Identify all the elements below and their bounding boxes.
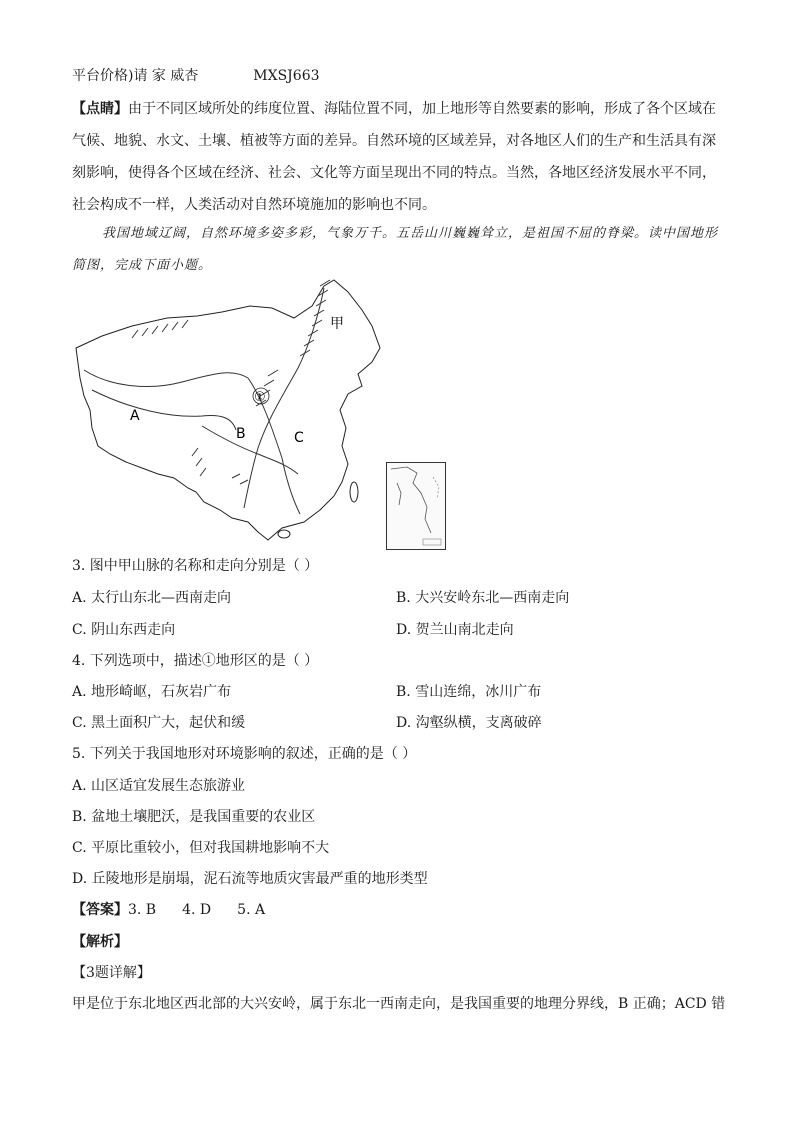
label-C: C (294, 430, 304, 446)
q5-stem: 5. 下列关于我国地形对环境影响的叙述，正确的是（ ） (72, 746, 417, 762)
q4-option-a[interactable]: A. 地形崎岖，石灰岩广布 (72, 684, 232, 700)
q5-option-b[interactable]: B. 盆地土壤肥沃，是我国重要的农业区 (72, 809, 316, 825)
dianjing-line-2: 气候、地貌、水文、土壤、植被等方面的差异。自然环境的区域差异，对各地区人们的生产和生活具有深 (72, 133, 716, 149)
q5-option-a[interactable]: A. 山区适宜发展生态旅游业 (72, 778, 246, 794)
dianjing-line-3: 刻影响，使得各个区域在经济、社会、文化等方面呈现出不同的特点。当然，各地区经济发展水平不同， (72, 165, 716, 181)
detail-text: 甲是位于东北地区西北部的大兴安岭，属于东北一西南走向，是我国重要的地理分界线，B 正确；ACD 错 (72, 996, 726, 1012)
label-B: B (236, 426, 246, 442)
detail-label: 【3题详解】 (72, 965, 151, 981)
hainan-island (278, 530, 290, 538)
plateau-boundary (92, 390, 236, 430)
label-circle1: ① (254, 390, 266, 405)
q3-option-c[interactable]: C. 阴山东西走向 (72, 622, 176, 638)
dianjing-line-4: 社会构成不一样，人类活动对自然环境施加的影响也不同。 (72, 197, 436, 213)
dianjing-label: 【点睛】 (72, 101, 128, 117)
taiwan-island (350, 482, 358, 502)
label-jia: 甲 (330, 316, 344, 332)
analysis-label: 【解析】 (72, 934, 128, 950)
south-china-sea-inset (386, 462, 446, 550)
q4-option-c[interactable]: C. 黑土面积广大，起伏和缓 (72, 715, 246, 731)
mountain-hatches (132, 280, 330, 484)
q3-option-b[interactable]: B. 大兴安岭东北—西南走向 (396, 590, 570, 606)
dianjing-text-1: 由于不同区域所处的纬度位置、海陆位置不同，加上地形等自然要素的影响，形成了各个区域在 (128, 101, 716, 117)
q3-option-a[interactable]: A. 太行山东北—西南走向 (72, 590, 232, 606)
header-line (72, 66, 320, 86)
answer-item-4: 4. D (182, 902, 212, 918)
intro-line-2: 简图，完成下面小题。 (72, 258, 213, 273)
label-A: A (130, 408, 140, 424)
answer-label: 【答案】 (72, 902, 128, 918)
q3-stem: 3. 图中甲山脉的名称和走向分别是（ ） (72, 558, 319, 574)
intro-line-1: 我国地域辽阔，自然环境多姿多彩，气象万千。五岳山川巍巍耸立，是祖国不屈的脊梁。读中国地形 (102, 226, 719, 241)
q4-option-b[interactable]: B. 雪山连绵，冰川广布 (396, 684, 542, 700)
q3-option-d[interactable]: D. 贺兰山南北走向 (396, 622, 514, 638)
q5-option-d[interactable]: D. 丘陵地形是崩塌，泥石流等地质灾害最严重的地形类型 (72, 871, 428, 887)
dianjing-line-1 (72, 99, 716, 119)
header-code: MXSJ663 (253, 68, 320, 84)
header-text: 平台价格)请 家 威杏 (72, 68, 199, 84)
answer-item-3: 3. B (128, 902, 157, 918)
q5-option-c[interactable]: C. 平原比重较小，但对我国耕地影响不大 (72, 840, 330, 856)
inset-svg (387, 463, 445, 549)
answer-item-5: 5. A (237, 902, 266, 918)
river-line-1 (84, 370, 248, 386)
q4-option-d[interactable]: D. 沟壑纵横，支离破碎 (396, 715, 542, 731)
q4-stem: 4. 下列选项中，描述①地形区的是（ ） (72, 653, 319, 669)
answer-line (72, 900, 265, 920)
